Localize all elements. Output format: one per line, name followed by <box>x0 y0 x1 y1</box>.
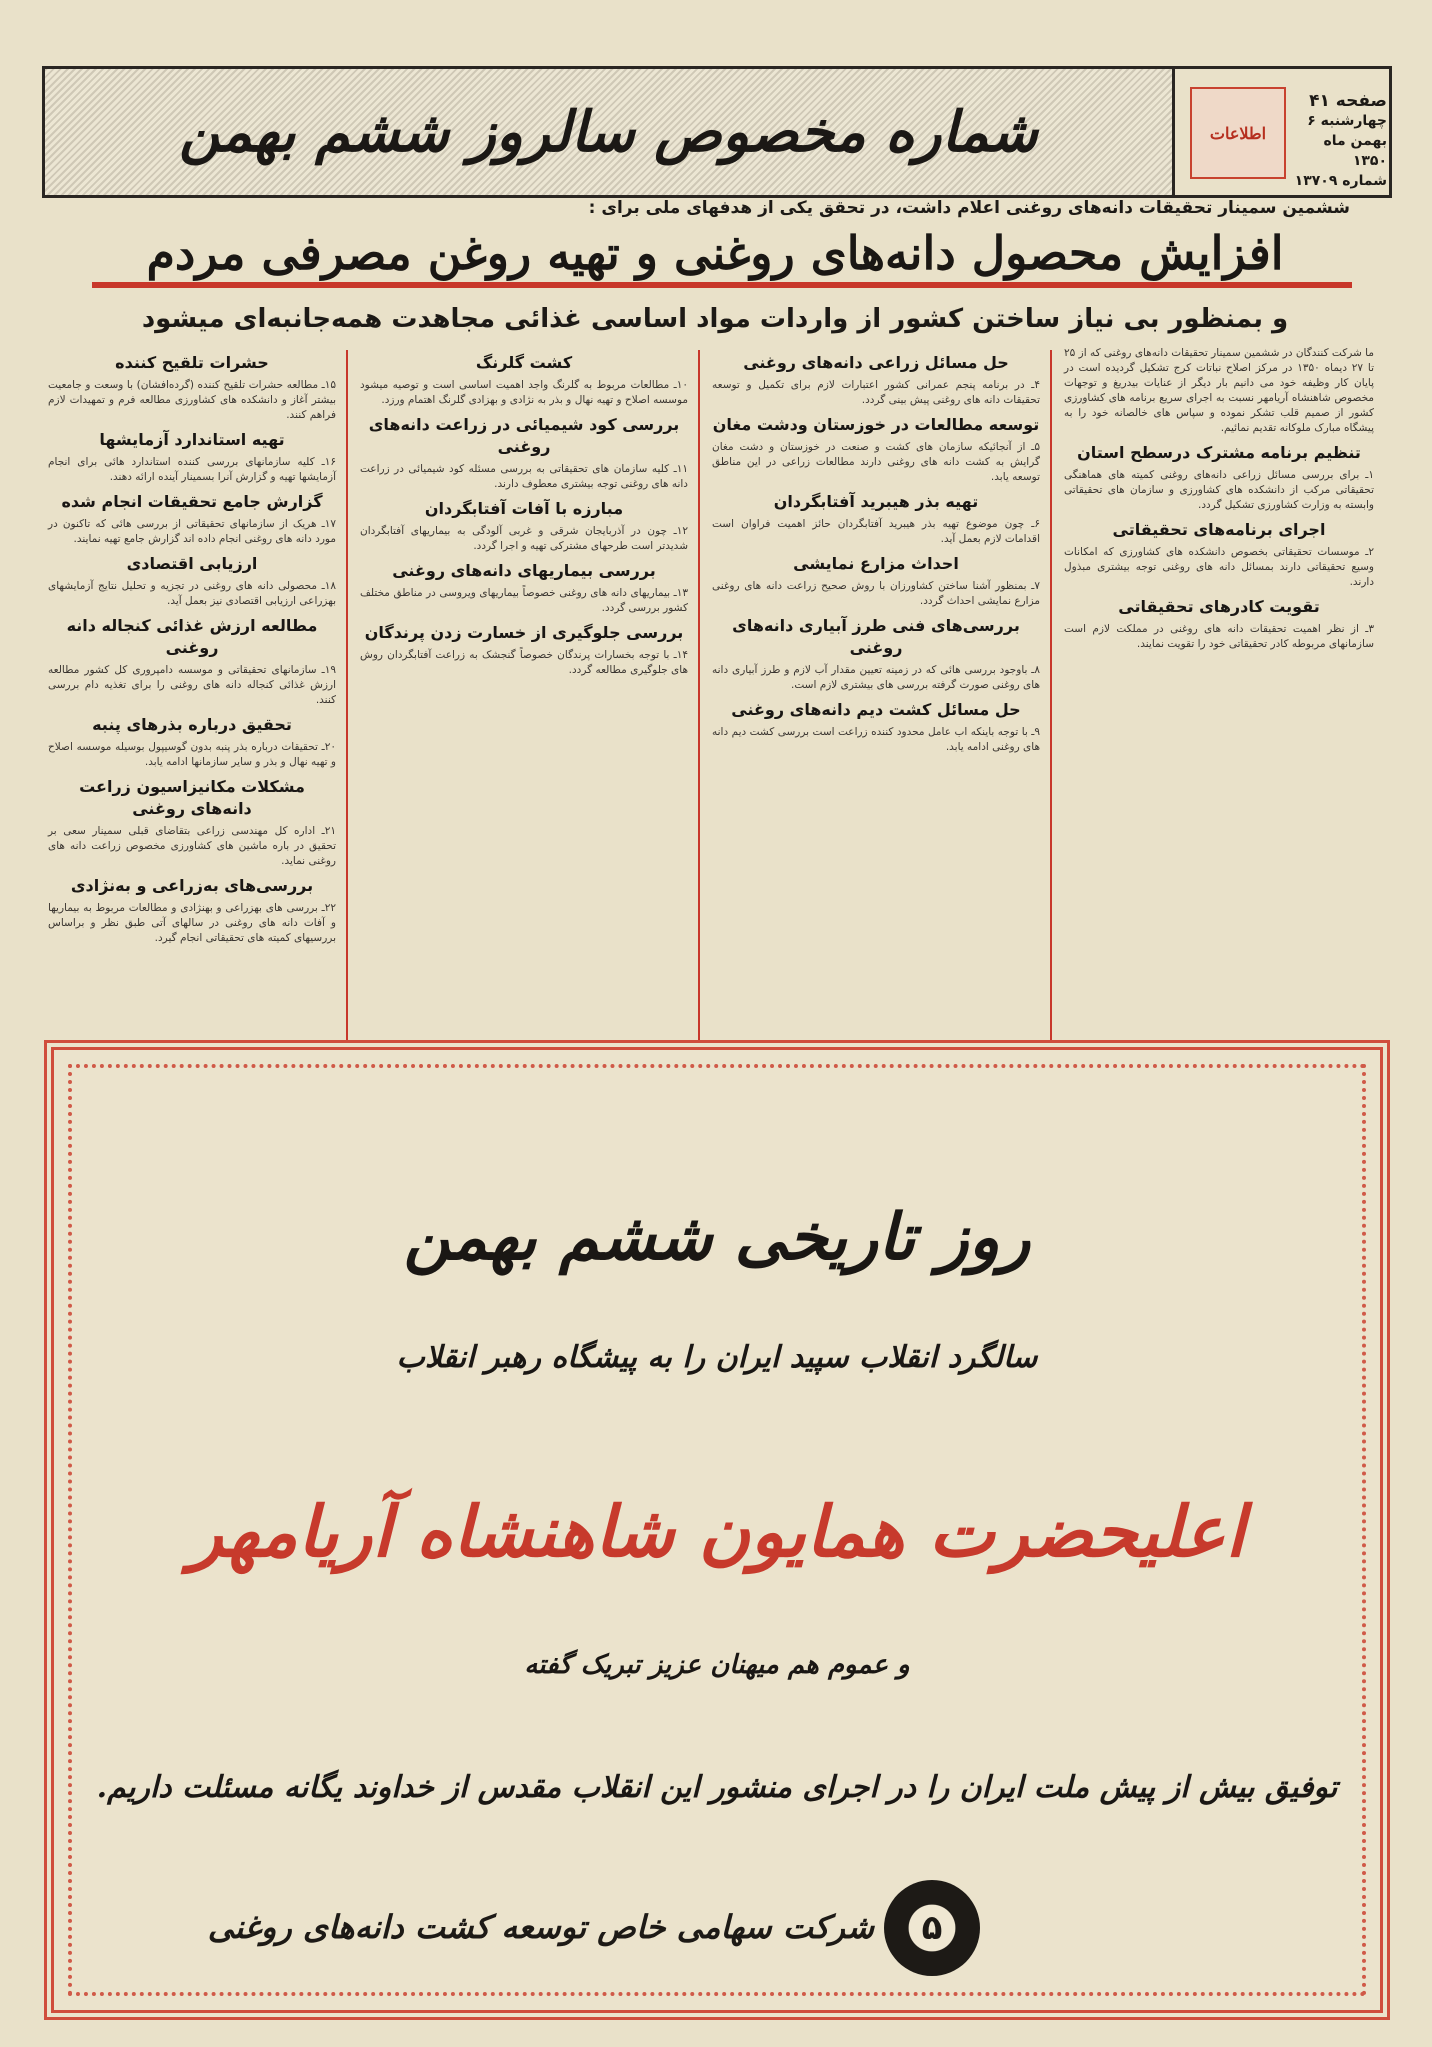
column-paragraph: ۱۸ـ محصولی دانه های روغنی در تجزیه و تحلیل نتایج آزمایشهای بهزراعی ارزیابی اقتصادی نیز بعمل آید. <box>48 580 336 607</box>
article-column-1 <box>1058 346 1380 1036</box>
column-paragraph: ۱۴ـ با توجه بخسارات پرندگان خصوصاً گنجشک به زراعت آفتابگردان روش های جلوگیری مطالعه گردد. <box>360 649 688 676</box>
section-heading: توسعه مطالعات در خوزستان ودشت مغان <box>712 415 1040 434</box>
column-paragraph: ۱۱ـ کلیه سازمان های تحقیقاتی به بررسی مسئله کود شیمیائی در زراعت دانه های روغنی توجه بیشتری معطوف دارند. <box>360 463 688 490</box>
column-paragraph: ۱ـ برای بررسی مسائل زراعی دانه‌های روغنی کمیته های هماهنگی تحقیقاتی مرکب از دانشکده های کشاورزی و سازمان های تحقیقاتی وابسته به وزارت کشاورزی تشکیل گردد. <box>1064 469 1374 511</box>
congratulatory-advertisement <box>44 1040 1390 2020</box>
special-issue-banner <box>45 69 1175 195</box>
section-heading: بررسی جلوگیری از خسارت زدن پرندگان <box>364 623 684 642</box>
section-heading: تنظیم برنامه مشترک درسطح استان <box>1077 443 1361 462</box>
section-heading: احداث مزارع نمایشی <box>793 554 959 573</box>
article-column-4 <box>42 346 342 1036</box>
headline-rule <box>92 282 1352 288</box>
column-paragraph: ۶ـ چون موضوع تهیه بذر هیبرید آفتابگردان حائز اهمیت فراوان است اقدامات لازم بعمل آید. <box>712 518 1040 545</box>
section-heading: اجرای برنامه‌های تحقیقاتی <box>1112 520 1326 539</box>
section-heading: حشرات تلقیح کننده <box>115 353 269 372</box>
column-paragraph: ۱۲ـ چون در آذربایجان شرقی و غربی آلودگی به بیماریهای آفتابگردان شدیدتر است طرحهای مشترکی تهیه و اجرا گردد. <box>360 525 688 552</box>
column-paragraph: ما شرکت کنندگان در ششمین سمینار تحقیقات دانه‌های روغنی که از ۲۵ تا ۲۷ دیماه ۱۳۵۰ در مرکز اصلاح نباتات کرج تشکیل گردیده است در پایان کار وظیفه خود می دانیم بار دیگر از عنایات بیدریغ و توجهات مخصوص شاهنشاه آریامهر نسبت به اجرای سریع برنامه های کشاورزی کشور از صمیم قلب تشکر نموده و سپاس های خالصانه خود را به پیشگاه مبارک ملوکانه تقدیم نمائیم. <box>1064 347 1374 434</box>
masthead <box>42 66 1392 198</box>
column-paragraph: ۲۲ـ بررسی های بهزراعی و بهنژادی و مطالعات مربوط به بیماریها و آفات دانه های روغنی در سالهای آتی طبق نظر و براساس بررسیهای کمیته های تحقیقاتی انجام گیرد. <box>48 902 336 944</box>
column-paragraph: ۹ـ با توجه باینکه اب عامل محدود کننده زراعت است بررسی کشت دیم دانه های روغنی ادامه یابد. <box>712 726 1040 753</box>
column-paragraph: ۲۰ـ تحقیقات درباره بذر پنبه بدون گوسیپول بوسیله موسسه اصلاح و تهیه نهال و بذر و سایر سازمانها ادامه یابد. <box>48 741 336 768</box>
column-divider <box>698 350 700 1040</box>
issue-date: چهارشنبه ۶ بهمن ماه ۱۳۵۰ <box>1307 113 1387 169</box>
section-heading: ارزیابی اقتصادی <box>126 554 258 573</box>
ad-subtitle: سالگرد انقلاب سپید ایران را به پیشگاه رهبر انقلاب <box>396 1340 1038 1375</box>
column-paragraph: ۷ـ بمنظور آشنا ساختن کشاورزان با روش صحیح زراعت دانه های روغنی مزارع نمایشی احداث گردد. <box>712 580 1040 607</box>
column-paragraph: ۲۱ـ اداره کل مهندسی زراعی بتقاضای قبلی سمینار سعی بر تحقیق در باره ماشین های کشاورزی مخصوص زراعت دانه های روغنی نماید. <box>48 825 336 867</box>
article-column-3 <box>354 346 694 1036</box>
page-number: صفحه ۴۱ <box>1309 91 1387 111</box>
section-heading: کشت گلرنگ <box>475 353 573 372</box>
column-divider <box>1050 350 1052 1040</box>
section-heading: بررسی کود شیمیائی در زراعت دانه‌های روغنی <box>368 415 680 456</box>
column-paragraph: ۱۶ـ کلیه سازمانهای بررسی کننده استاندارد هائی برای انجام آزمایشها تهیه و گزارش آنرا بسمینار آینده ارائه دهند. <box>48 456 336 483</box>
section-heading: تهیه استاندارد آزمایشها <box>99 430 285 449</box>
issue-number: شماره ۱۳۷۰۹ <box>1294 173 1387 189</box>
ad-wish: توفیق بیش از پیش ملت ایران را در اجرای منشور این انقلاب مقدس از خداوند یگانه مسئلت داریم. <box>96 1770 1338 1805</box>
emblem-mark: ۵ <box>921 1908 943 1948</box>
issue-info <box>1287 91 1387 191</box>
ad-title: روز تاریخی ششم بهمن <box>403 1200 1031 1275</box>
section-heading: بررسی‌های به‌زراعی و به‌نژادی <box>70 876 314 895</box>
ad-greeting: و عموم هم میهنان عزیز تبریک گفته <box>524 1650 910 1680</box>
section-heading: تحقیق درباره بذرهای پنبه <box>92 715 292 734</box>
ad-royal-title: اعلیحضرت همایون شاهنشاه آریامهر <box>189 1490 1245 1573</box>
column-paragraph: ۱۳ـ بیماریهای دانه های روغنی خصوصاً بیماریهای ویروسی در مناطق مختلف کشور بررسی گردد. <box>360 587 688 614</box>
article-headline: افزایش محصول دانه‌های روغنی و تهیه روغن مصرفی مردم <box>146 226 1284 280</box>
column-divider <box>346 350 348 1040</box>
column-paragraph: ۵ـ از آنجائیکه سازمان های کشت و صنعت در خوزستان و دشت مغان گرایش به کشت دانه های روغنی دارند مطالعات زراعی در این مناطق توسعه یابد. <box>712 441 1040 483</box>
column-paragraph: ۱۵ـ مطالعه حشرات تلقیح کننده (گرده‌افشان) با وسعت و جامعیت بیشتر آغاز و دانشکده های کشاورزی مطالعه فرم و تمهیدات لازم فراهم کنند. <box>48 379 336 421</box>
section-heading: حل مسائل کشت دیم دانه‌های روغنی <box>731 700 1021 719</box>
column-paragraph: ۲ـ موسسات تحقیقاتی بخصوص دانشکده های کشاورزی که امکانات وسیع تحقیقاتی دارند بمسائل دانه های روغنی توجه بیشتری مبذول دارند. <box>1064 546 1374 588</box>
section-heading: بررسی بیماریهای دانه‌های روغنی <box>392 561 656 580</box>
section-heading: مبارزه با آفات آفتابگردان <box>424 499 624 518</box>
article-column-2 <box>706 346 1046 1036</box>
section-heading: بررسی‌های فنی طرز آبیاری دانه‌های روغنی <box>732 616 1020 657</box>
logo-text: اطلاعات <box>1209 123 1267 143</box>
section-heading: مشکلات مکانیزاسیون زراعت دانه‌های روغنی <box>79 777 305 818</box>
section-heading: گزارش جامع تحقیقات انجام شده <box>61 492 323 511</box>
article-kicker: ششمین سمینار تحقیقات دانه‌های روغنی اعلام داشت، در تحقق یکی از هدفهای ملی برای : <box>588 198 1350 218</box>
ad-company-name: شرکت سهامی خاص توسعه کشت دانه‌های روغنی <box>207 1908 874 1946</box>
article-subhead: و بمنظور بی نیاز ساختن کشور از واردات مواد اساسی غذائی مجاهدت همه‌جانبه‌ای میشود <box>141 304 1289 334</box>
section-heading: مطالعه ارزش غذائی کنجاله دانه روغنی <box>66 616 318 657</box>
column-paragraph: ۸ـ باوجود بررسی هائی که در زمینه تعیین مقدار آب لازم و طرز آبیاری دانه های روغنی صورت گرفته بررسی های بیشتری لازم است. <box>712 664 1040 691</box>
column-paragraph: ۴ـ در برنامه پنجم عمرانی کشور اعتبارات لازم برای تکمیل و توسعه تحقیقات دانه های روغنی پیش بینی گردد. <box>712 379 1040 406</box>
column-paragraph: ۱۰ـ مطالعات مربوط به گلرنگ واجد اهمیت اساسی است و توصیه میشود موسسه اصلاح و تهیه نهال و بذر به نژادی و بهزادی گلرنگ اهتمام ورزد. <box>360 379 688 406</box>
column-paragraph: ۱۷ـ هریک از سازمانهای تحقیقاتی از بررسی هائی که تاکنون در مورد دانه های روغنی انجام داده اند گزارش جامع تهیه نمایند. <box>48 518 336 545</box>
section-heading: تهیه بذر هیبرید آفتابگردان <box>773 492 979 511</box>
section-heading: حل مسائل زراعی دانه‌های روغنی <box>743 353 1009 372</box>
company-emblem-icon <box>884 1880 980 1976</box>
column-paragraph: ۳ـ از نظر اهمیت تحقیقات دانه های روغنی در مملکت لازم است سازمانهای مربوطه کادر تحقیقاتی خود را تقویت نمایند. <box>1064 623 1374 650</box>
newspaper-logo <box>1190 87 1286 179</box>
banner-title: شماره مخصوص سالروز ششم بهمن <box>179 99 1038 165</box>
column-paragraph: ۱۹ـ سازمانهای تحقیقاتی و موسسه دامپروری کل کشور مطالعه ارزش غذائی کنجاله دانه های روغنی را برای تغذیه دام بررسی کنند. <box>48 664 336 706</box>
section-heading: تقویت کادرهای تحقیقاتی <box>1118 597 1320 616</box>
